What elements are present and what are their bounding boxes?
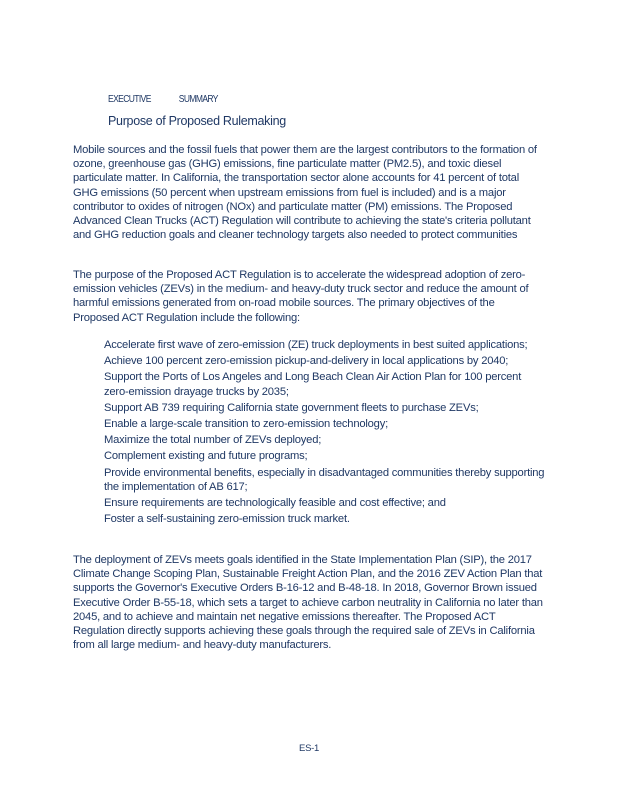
section-subheading: Purpose of Proposed Rulemaking [108,114,286,128]
list-item-text: Complement existing and future programs; [104,450,308,463]
paragraph-purpose: The purpose of the Proposed ACT Regulation is to accelerate the widespread adoption of zero-emission vehicles (ZEVs) in the medium- and heavy-duty truck sector and reduce the amount of harmful emissions generated from on-road mobile sources. The primary objectives of the Proposed ACT Regulation include the following: [73,269,529,324]
list-item [86,496,546,510]
paragraph-mobile-sources: Mobile sources and the fossil fuels that power them are the largest contributors to the formation of ozone, greenhouse gas (GHG) emissions, fine particulate matter (PM2.5), and toxic diesel particulate matter. In California, the transportation sector alone accounts for 41 percent of total GHG emissions (50 percent when upstream emissions from fuel is included) and is a major contributor to oxides of nitrogen (NOx) and particulate matter (PM) emissions. The Proposed Advanced Clean Trucks (ACT) Regulation will contribute to achieving the state's criteria pollutant and GHG reduction goals and cleaner technology targets also needed to protect communities [73,144,537,242]
list-item [86,466,546,494]
objectives-list [86,338,546,528]
list-item-text: Ensure requirements are technologically feasible and cost effective; and [104,497,446,510]
paragraph-deployment-goals: The deployment of ZEVs meets goals identified in the State Implementation Plan (SIP), the 2017 Climate Change Scoping Plan, Sustainable Freight Action Plan, and the 2016 ZEV Action Plan that supports the Governor's Executive Orders B-16-12 and B-48-18. In 2018, Governor Brown issued Executive Order B-55-18, which sets a target to achieve carbon neutrality in California no later than 2045, and to achieve and maintain net negative emissions thereafter. The Proposed ACT Regulation directly supports achieving these goals through the required sale of ZEVs in California from all large medium- and heavy-duty manufacturers. [73,554,543,652]
list-item-text: Foster a self-sustaining zero-emission truck market. [104,513,350,526]
heading-word-summary: SUMMARY [178,93,218,105]
list-item [86,354,546,368]
list-item [86,370,546,398]
list-item-text: Achieve 100 percent zero-emission pickup-and-delivery in local applications by 2040; [104,355,509,368]
page-number: ES-1 [299,743,319,754]
list-item [86,417,546,431]
list-item [86,512,546,526]
heading-word-executive: EXECUTIVE [108,93,151,105]
list-item [86,433,546,447]
list-item [86,449,546,463]
list-item-text: Maximize the total number of ZEVs deployed; [104,434,322,447]
list-item [86,338,546,352]
list-item-text: Support the Ports of Los Angeles and Long Beach Clean Air Action Plan for 100 percent zero-emission drayage trucks by 2035; [104,371,522,398]
list-item-text: Support AB 739 requiring California state government fleets to purchase ZEVs; [104,401,479,414]
list-item [86,401,546,415]
list-item-text: Provide environmental benefits, especially in disadvantaged communities thereby supporting the implementation of AB 617; [104,466,545,493]
executive-summary-heading [108,93,218,105]
list-item-text: Accelerate first wave of zero-emission (ZE) truck deployments in best suited applications; [104,339,528,351]
list-item-text: Enable a large-scale transition to zero-emission technology; [104,418,389,431]
